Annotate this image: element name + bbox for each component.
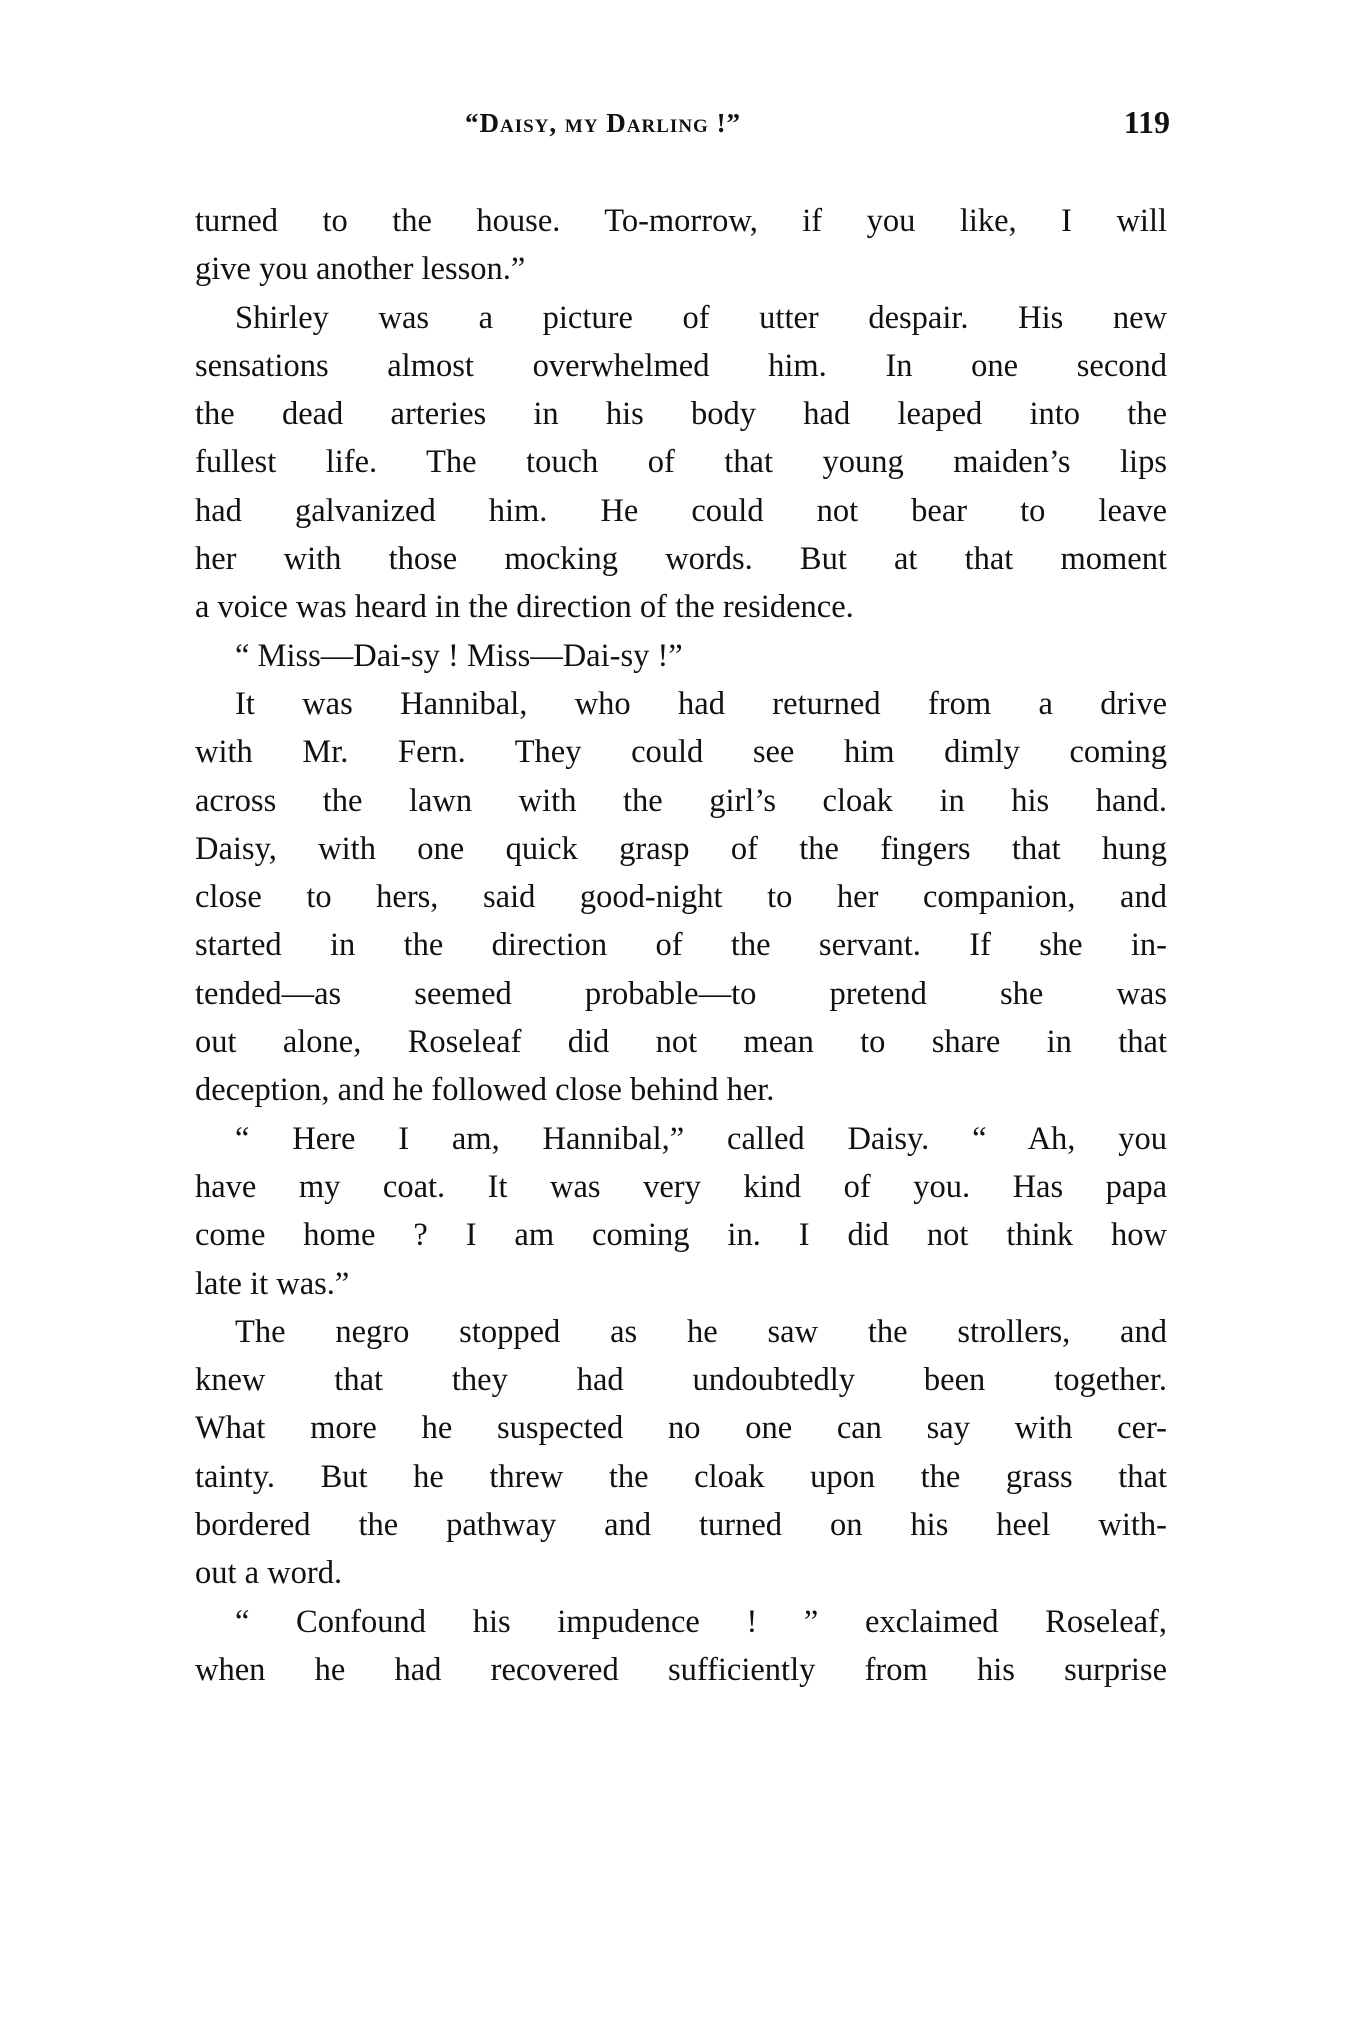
text-line: fullest life. The touch of that young maiden’s lips: [195, 444, 1167, 481]
text-line: “ Confound his impudence ! ” exclaimed Roseleaf,: [235, 1603, 1167, 1640]
text-line: out alone, Roseleaf did not mean to share in that: [195, 1024, 1167, 1061]
text-line: tainty. But he threw the cloak upon the grass that: [195, 1458, 1167, 1495]
text-line: “ Here I am, Hannibal,” called Daisy. “ Ah, you: [235, 1120, 1167, 1157]
text-line: deception, and he followed close behind her.: [195, 1072, 775, 1109]
page-number: 119: [1123, 104, 1170, 140]
text-line: Shirley was a picture of utter despair. His new: [235, 299, 1167, 336]
text-line: come home ? I am coming in. I did not think how: [195, 1217, 1167, 1254]
page-body-text: [195, 197, 1167, 1694]
text-line: have my coat. It was very kind of you. Has papa: [195, 1168, 1167, 1205]
text-line: Daisy, with one quick grasp of the fingers that hung: [195, 830, 1167, 867]
text-line: a voice was heard in the direction of the residence.: [195, 589, 854, 626]
text-line: close to hers, said good-night to her companion, and: [195, 879, 1167, 916]
text-line: sensations almost overwhelmed him. In one second: [195, 347, 1167, 384]
text-line: The negro stopped as he saw the strollers, and: [235, 1313, 1167, 1350]
text-line: bordered the pathway and turned on his heel with-: [195, 1507, 1167, 1544]
text-line: across the lawn with the girl’s cloak in his hand.: [195, 782, 1167, 819]
text-line: her with those mocking words. But at that moment: [195, 541, 1167, 578]
text-line: knew that they had undoubtedly been together.: [195, 1362, 1167, 1399]
running-title: “Daisy, my Darling !”: [465, 108, 742, 138]
text-line: “ Miss—Dai-sy ! Miss—Dai-sy !”: [235, 637, 683, 674]
text-line: late it was.”: [195, 1265, 350, 1302]
text-line: tended—as seemed probable—to pretend she was: [195, 975, 1167, 1012]
text-line: What more he suspected no one can say with cer-: [195, 1410, 1167, 1447]
text-line: when he had recovered sufficiently from his surprise: [195, 1651, 1167, 1688]
text-line: turned to the house. To-morrow, if you like, I will: [195, 203, 1167, 239]
page-header: [195, 104, 1170, 148]
text-line: with Mr. Fern. They could see him dimly coming: [195, 734, 1167, 771]
text-line: started in the direction of the servant. If she in-: [195, 927, 1167, 964]
text-line: had galvanized him. He could not bear to leave: [195, 492, 1167, 529]
text-line: give you another lesson.”: [195, 251, 526, 288]
text-line: It was Hannibal, who had returned from a drive: [235, 685, 1167, 722]
text-line: out a word.: [195, 1555, 343, 1592]
text-line: the dead arteries in his body had leaped into the: [195, 396, 1167, 433]
